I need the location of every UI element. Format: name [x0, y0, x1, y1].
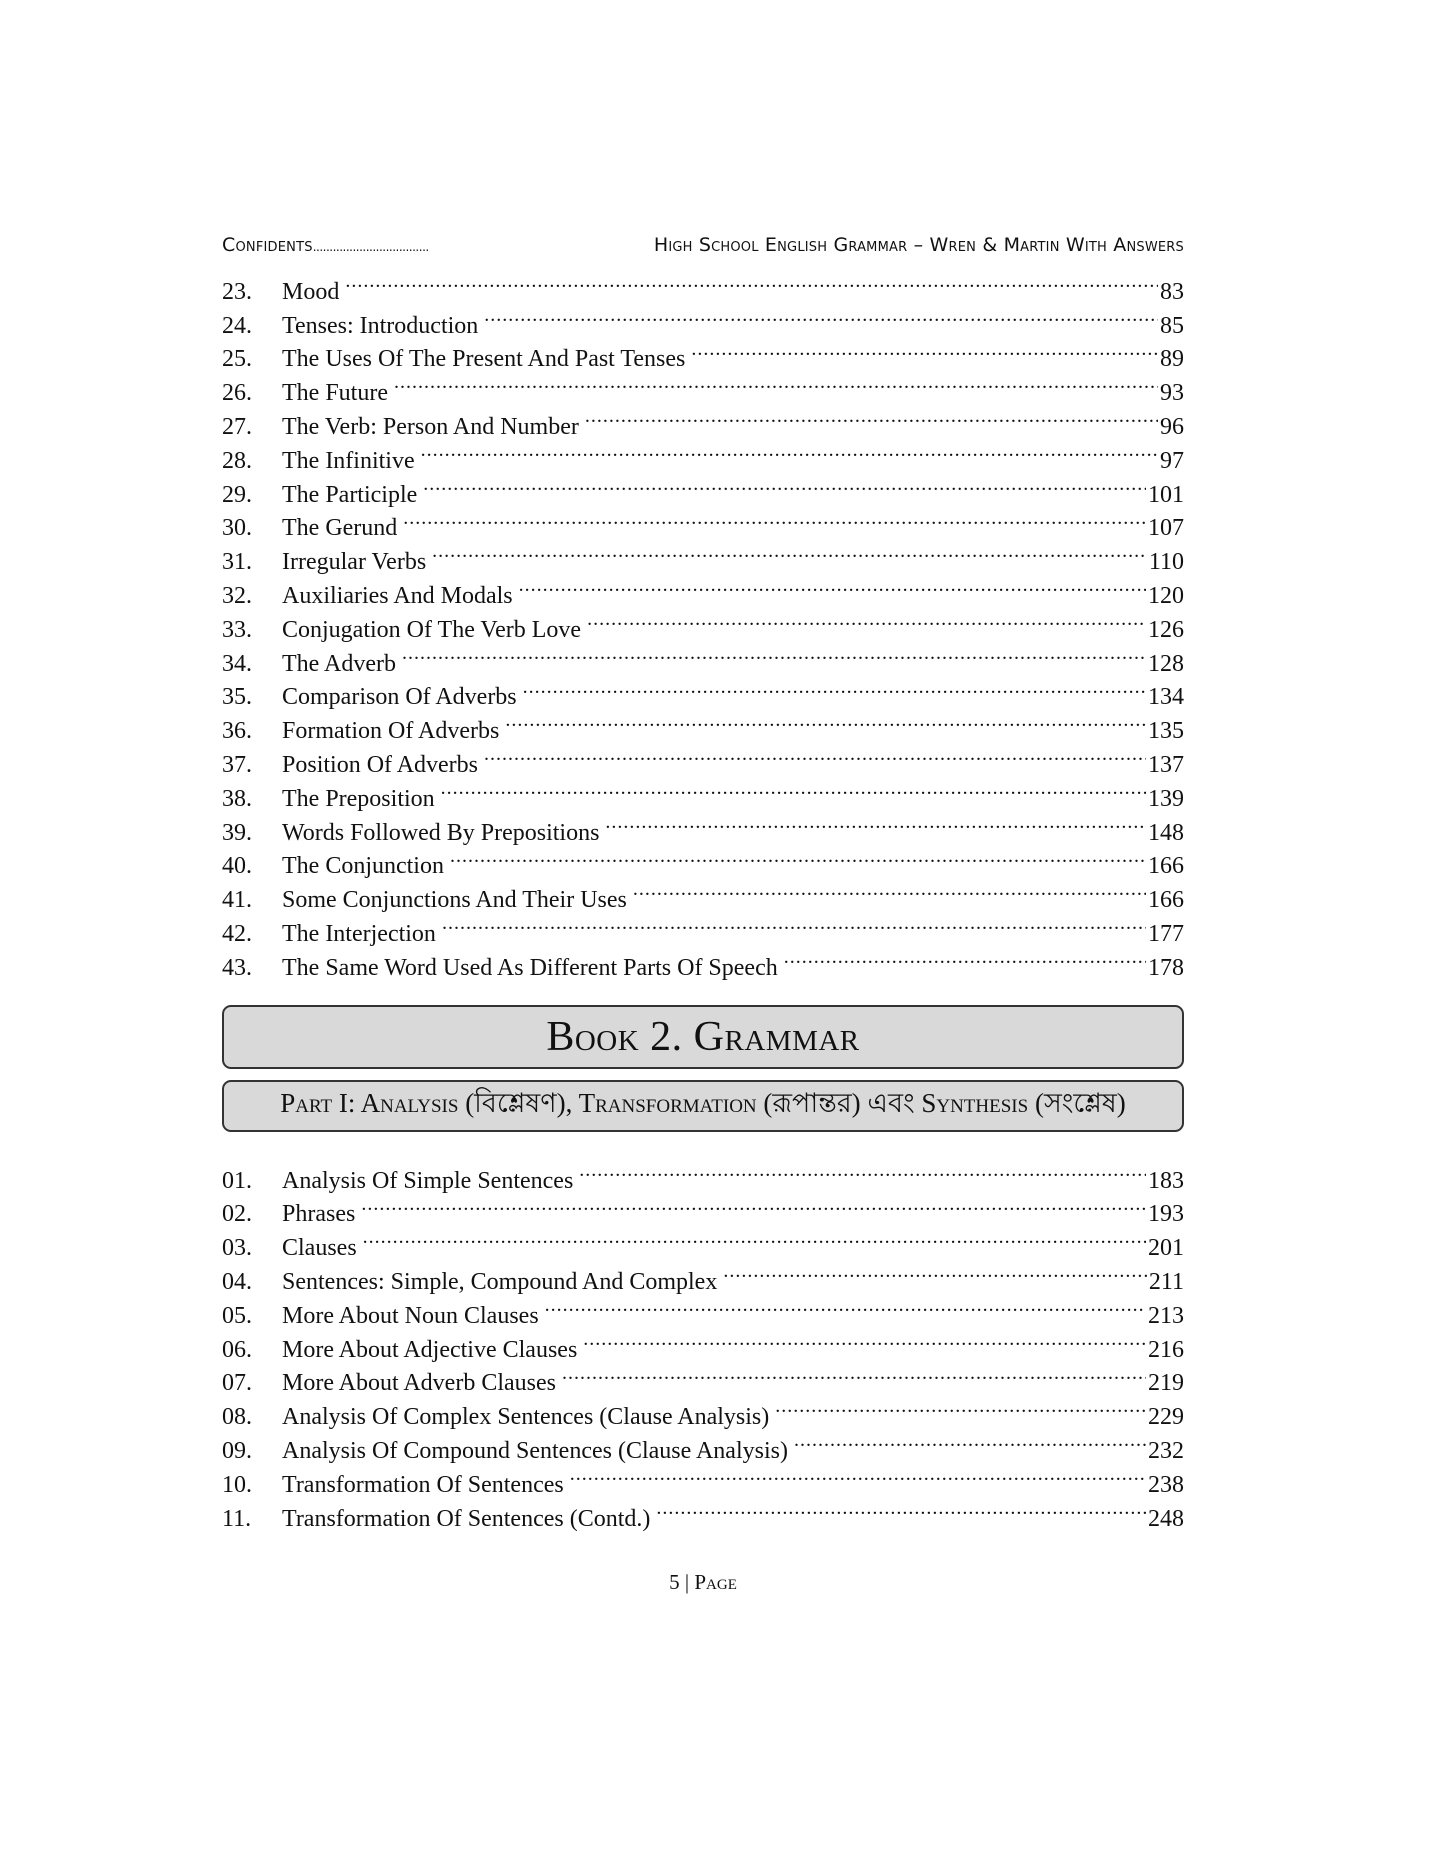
toc-dot-leader [691, 333, 1158, 367]
part-heading: Part I: Analysis (বিশ্লেষণ), Transformation (রূপান্তর) এবং Synthesis (সংশ্লেষ) [280, 1088, 1126, 1119]
toc-dot-leader [587, 603, 1146, 637]
toc-entry-number: 42. [222, 920, 252, 947]
toc-dot-leader [505, 704, 1146, 738]
toc-entry-page: 97 [1160, 447, 1184, 474]
document-page [222, 225, 1184, 1595]
toc-entry-page: 134 [1148, 684, 1184, 711]
toc-entry-title: Analysis Of Complex Sentences (Clause Analysis) [282, 1404, 770, 1431]
part-heading-box [222, 1080, 1184, 1132]
toc-dot-leader [775, 1390, 1146, 1424]
toc-entry-page: 85 [1160, 312, 1184, 339]
toc-dot-leader [394, 366, 1158, 400]
toc-entry-number: 23. [222, 278, 252, 305]
toc-entry-number: 39. [222, 819, 252, 846]
toc-entry-title: The Uses Of The Present And Past Tenses [282, 346, 686, 373]
toc-entry-title: More About Adjective Clauses [282, 1336, 578, 1363]
toc-entry-title: Words Followed By Prepositions [282, 819, 600, 846]
toc-entry-title: More About Adverb Clauses [282, 1370, 556, 1397]
toc-entry-page: 96 [1160, 413, 1184, 440]
toc-dot-leader [519, 569, 1146, 603]
toc-entry-title: Comparison Of Adverbs [282, 684, 517, 711]
toc-entry-title: Some Conjunctions And Their Uses [282, 887, 627, 914]
toc-dot-leader [432, 535, 1147, 569]
header-dots: ................................... [312, 240, 429, 254]
toc-entry [222, 1154, 1184, 1194]
toc-dot-leader [633, 873, 1146, 907]
toc-entry-number: 34. [222, 650, 252, 677]
toc-entry-title: The Future [282, 380, 388, 407]
toc-entry-number: 24. [222, 312, 252, 339]
toc-entry-number: 26. [222, 380, 252, 407]
toc-entry-page: 128 [1148, 650, 1184, 677]
footer-separator: | [684, 1569, 690, 1594]
toc-entry-title: Analysis Of Compound Sentences (Clause Analysis) [282, 1437, 788, 1464]
toc-entry-page: 213 [1148, 1302, 1184, 1329]
header-left: Confidents [222, 234, 313, 256]
toc-entry-page: 248 [1148, 1505, 1184, 1532]
toc-dot-leader [402, 637, 1146, 671]
toc-entry-page: 211 [1148, 1268, 1184, 1295]
toc-entry-page: 232 [1148, 1437, 1184, 1464]
table-of-contents-part-b [222, 1154, 1184, 1532]
toc-entry-page: 107 [1148, 515, 1184, 542]
toc-entry [222, 1188, 1184, 1228]
toc-entry-number: 08. [222, 1404, 252, 1431]
toc-entry-number: 40. [222, 853, 252, 880]
toc-dot-leader [450, 840, 1146, 874]
toc-entry-page: 89 [1160, 346, 1184, 373]
toc-entry-page: 166 [1148, 887, 1184, 914]
toc-dot-leader [421, 434, 1158, 468]
book-heading-box [222, 1005, 1184, 1069]
toc-entry-number: 10. [222, 1471, 252, 1498]
toc-entry-number: 31. [222, 549, 252, 576]
toc-entry-page: 137 [1148, 751, 1184, 778]
toc-dot-leader [545, 1289, 1146, 1323]
toc-entry-title: The Gerund [282, 515, 398, 542]
toc-dot-leader [484, 299, 1158, 333]
toc-entry-page: 238 [1148, 1471, 1184, 1498]
toc-dot-leader [585, 400, 1158, 434]
toc-entry-title: More About Noun Clauses [282, 1302, 539, 1329]
toc-entry-page: 126 [1148, 616, 1184, 643]
toc-entry-page: 193 [1148, 1201, 1184, 1228]
toc-entry-page: 229 [1148, 1404, 1184, 1431]
toc-entry-number: 27. [222, 413, 252, 440]
footer-label: Page [694, 1569, 737, 1594]
toc-entry [222, 265, 1184, 305]
toc-entry-title: Auxiliaries And Modals [282, 582, 513, 609]
toc-entry-number: 35. [222, 684, 252, 711]
toc-dot-leader [723, 1255, 1147, 1289]
toc-dot-leader [403, 502, 1146, 536]
toc-entry-page: 183 [1148, 1167, 1184, 1194]
toc-dot-leader [784, 941, 1146, 975]
toc-dot-leader [442, 907, 1146, 941]
toc-entry-page: 177 [1148, 920, 1184, 947]
toc-entry-number: 36. [222, 718, 252, 745]
toc-entry-number: 01. [222, 1167, 252, 1194]
toc-entry-title: Tenses: Introduction [282, 312, 479, 339]
toc-dot-leader [345, 265, 1158, 299]
toc-entry-number: 25. [222, 346, 252, 373]
toc-entry-title: Transformation Of Sentences [282, 1471, 564, 1498]
toc-entry-page: 120 [1148, 582, 1184, 609]
toc-entry-title: Irregular Verbs [282, 549, 427, 576]
toc-entry-title: Phrases [282, 1201, 356, 1228]
toc-dot-leader [523, 671, 1146, 705]
toc-dot-leader [562, 1357, 1146, 1391]
toc-entry-number: 32. [222, 582, 252, 609]
toc-entry-number: 28. [222, 447, 252, 474]
toc-dot-leader [363, 1221, 1146, 1255]
toc-dot-leader [361, 1188, 1146, 1222]
toc-entry-title: The Participle [282, 481, 418, 508]
header-right: High School English Grammar – Wren & Martin With Answers [653, 234, 1184, 256]
toc-entry-number: 09. [222, 1437, 252, 1464]
toc-entry-number: 04. [222, 1268, 252, 1295]
toc-entry-title: Transformation Of Sentences (Contd.) [282, 1505, 651, 1532]
footer-page-number: 5 [669, 1569, 680, 1594]
toc-entry-title: Sentences: Simple, Compound And Complex [282, 1268, 718, 1295]
toc-entry-title: Conjugation Of The Verb Love [282, 616, 582, 643]
toc-entry-title: Analysis Of Simple Sentences [282, 1167, 574, 1194]
toc-dot-leader [583, 1323, 1146, 1357]
toc-dot-leader [484, 738, 1146, 772]
toc-entry-number: 41. [222, 887, 252, 914]
toc-entry-title: The Adverb [282, 650, 396, 677]
toc-entry-number: 05. [222, 1302, 252, 1329]
toc-dot-leader [794, 1424, 1146, 1458]
toc-entry-title: Position Of Adverbs [282, 751, 479, 778]
toc-entry [222, 1255, 1184, 1295]
toc-entry-number: 38. [222, 785, 252, 812]
toc-entry-number: 03. [222, 1235, 252, 1262]
toc-dot-leader [423, 468, 1146, 502]
toc-entry-number: 11. [222, 1505, 252, 1532]
toc-entry-page: 110 [1148, 549, 1184, 576]
toc-entry-page: 201 [1148, 1235, 1184, 1262]
toc-entry-number: 07. [222, 1370, 252, 1397]
toc-entry-number: 37. [222, 751, 252, 778]
toc-dot-leader [441, 772, 1146, 806]
toc-dot-leader [570, 1458, 1146, 1492]
toc-dot-leader [579, 1154, 1146, 1188]
toc-dot-leader [605, 806, 1146, 840]
toc-entry-title: Formation Of Adverbs [282, 718, 500, 745]
toc-entry-title: The Preposition [282, 785, 435, 812]
toc-entry-number: 06. [222, 1336, 252, 1363]
toc-entry-page: 135 [1148, 718, 1184, 745]
toc-entry-page: 93 [1160, 380, 1184, 407]
toc-entry-number: 29. [222, 481, 252, 508]
toc-entry-page: 216 [1148, 1336, 1184, 1363]
book-heading: Book 2. Grammar [546, 1013, 860, 1060]
toc-entry-number: 02. [222, 1201, 252, 1228]
toc-entry-title: The Infinitive [282, 447, 415, 474]
toc-entry-page: 148 [1148, 819, 1184, 846]
toc-entry-page: 219 [1148, 1370, 1184, 1397]
toc-entry-number: 43. [222, 954, 252, 981]
toc-entry-title: The Same Word Used As Different Parts Of Speech [282, 954, 778, 981]
toc-entry-page: 178 [1148, 954, 1184, 981]
toc-entry [222, 1221, 1184, 1262]
toc-entry-title: Clauses [282, 1235, 357, 1262]
toc-entry-title: Mood [282, 278, 340, 305]
toc-entry-title: The Conjunction [282, 853, 444, 880]
toc-entry-page: 83 [1160, 278, 1184, 305]
toc-entry-title: The Interjection [282, 920, 436, 947]
table-of-contents-part-a [222, 265, 1184, 981]
toc-entry-number: 30. [222, 515, 252, 542]
toc-entry [222, 299, 1184, 339]
toc-entry-page: 101 [1148, 481, 1184, 508]
running-header [222, 225, 1184, 265]
page-footer [222, 1570, 1184, 1595]
toc-entry-title: The Verb: Person And Number [282, 413, 579, 440]
toc-entry-page: 139 [1148, 785, 1184, 812]
toc-entry-number: 33. [222, 616, 252, 643]
toc-dot-leader [656, 1492, 1146, 1526]
toc-entry-page: 166 [1148, 853, 1184, 880]
